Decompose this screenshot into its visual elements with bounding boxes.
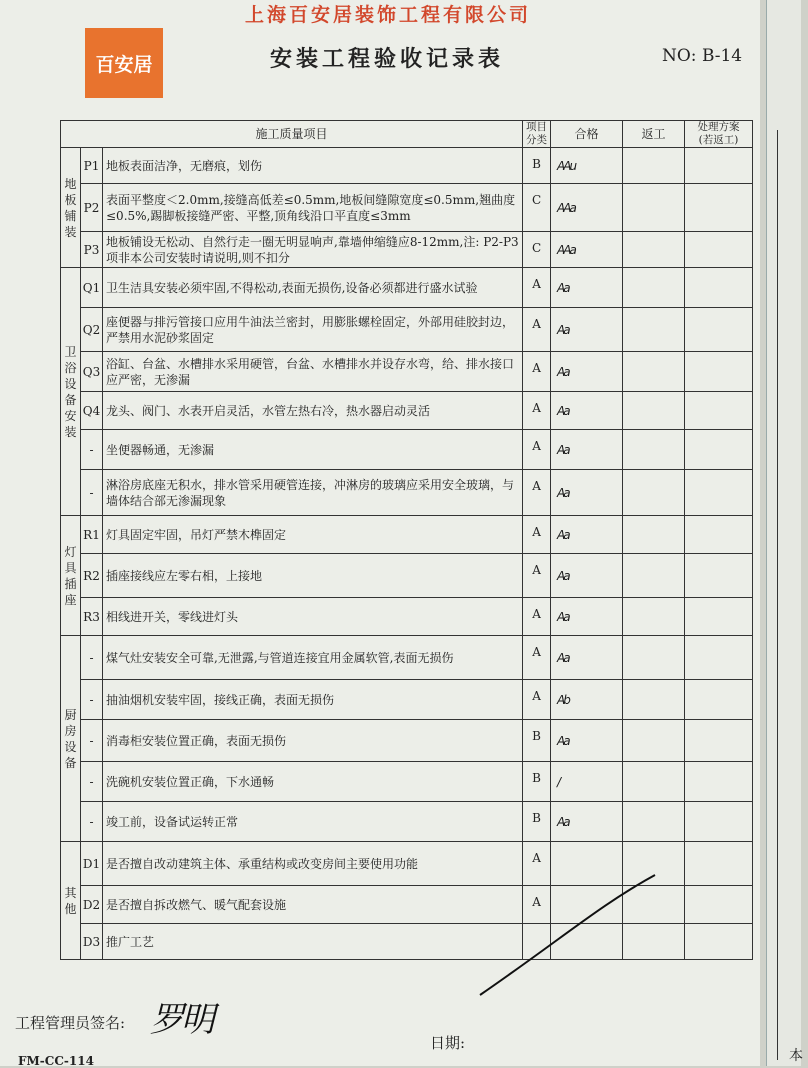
- item-classification: A: [523, 842, 551, 886]
- rework-cell: [623, 842, 685, 886]
- table-row: [61, 842, 753, 886]
- item-classification: A: [523, 308, 551, 352]
- item-code: P2: [81, 184, 103, 232]
- treatment-cell: [685, 352, 753, 392]
- item-classification: A: [523, 680, 551, 720]
- item-text: 竣工前，设备试运转正常: [103, 802, 523, 842]
- pass-signature: [551, 886, 623, 924]
- section-label: 灯 具 插 座: [61, 516, 81, 636]
- treatment-cell: [685, 232, 753, 268]
- item-text: 相线进开关，零线进灯头: [103, 598, 523, 636]
- item-text: 表面平整度＜2.0mm,接缝高低差≤0.5mm,地板间缝隙宽度≤0.5mm,翘曲度≤0.5%,踢脚板接缝严密、平整,顶角线沿口平直度≤3mm: [103, 184, 523, 232]
- item-text: 座便器与排污管接口应用牛油法兰密封，用膨胀螺栓固定，外部用硅胶封边，严禁用水泥砂浆固定: [103, 308, 523, 352]
- table-row: [61, 802, 753, 842]
- item-classification: A: [523, 352, 551, 392]
- header-item: 施工质量项目: [61, 121, 523, 148]
- rework-cell: [623, 720, 685, 762]
- item-classification: A: [523, 470, 551, 516]
- rework-cell: [623, 802, 685, 842]
- treatment-cell: [685, 470, 753, 516]
- form-title: 安装工程验收记录表: [270, 46, 505, 72]
- item-code: -: [81, 720, 103, 762]
- item-code: P3: [81, 232, 103, 268]
- header-classification: 项目 分类: [523, 121, 551, 148]
- treatment-cell: [685, 392, 753, 430]
- treatment-cell: [685, 554, 753, 598]
- form-code: FM-CC-114: [18, 1054, 94, 1068]
- rework-cell: [623, 470, 685, 516]
- item-classification: A: [523, 516, 551, 554]
- pass-signature: /: [551, 762, 623, 802]
- item-code: Q1: [81, 268, 103, 308]
- item-text: 洗碗机安装位置正确，下水通畅: [103, 762, 523, 802]
- section-label: 地 板 铺 装: [61, 148, 81, 268]
- rework-cell: [623, 924, 685, 960]
- treatment-cell: [685, 148, 753, 184]
- inspection-table: [60, 120, 753, 960]
- adjacent-page-border: [777, 130, 808, 1060]
- adjacent-page-char: 本: [789, 1048, 803, 1064]
- rework-cell: [623, 232, 685, 268]
- item-text: 地板铺设无松动、自然行走一圈无明显响声,靠墙伸缩缝应8-12mm,注: P2-P3项非本公司安装时请说明,则不扣分: [103, 232, 523, 268]
- company-name: 上海百安居装饰工程有限公司: [245, 4, 532, 26]
- rework-cell: [623, 392, 685, 430]
- item-classification: B: [523, 762, 551, 802]
- treatment-cell: [685, 680, 753, 720]
- header-row: [61, 121, 753, 148]
- rework-cell: [623, 762, 685, 802]
- rework-cell: [623, 554, 685, 598]
- table-row: [61, 516, 753, 554]
- item-text: 淋浴房底座无积水，排水管采用硬管连接，冲淋房的玻璃应采用安全玻璃，与墙体结合部无渗漏现象: [103, 470, 523, 516]
- manager-signature: 罗明: [150, 1000, 212, 1040]
- pass-signature: AAu: [551, 148, 623, 184]
- pass-signature: Aa: [551, 430, 623, 470]
- adjacent-page: [766, 0, 801, 1066]
- item-code: -: [81, 680, 103, 720]
- pass-signature: Aa: [551, 392, 623, 430]
- table-row: [61, 762, 753, 802]
- header-treatment: 处理方案 (若返工): [685, 121, 753, 148]
- pass-signature: Aa: [551, 470, 623, 516]
- item-code: D1: [81, 842, 103, 886]
- rework-cell: [623, 184, 685, 232]
- item-classification: A: [523, 636, 551, 680]
- item-classification: A: [523, 430, 551, 470]
- item-code: D3: [81, 924, 103, 960]
- item-classification: A: [523, 392, 551, 430]
- rework-cell: [623, 680, 685, 720]
- item-classification: [523, 924, 551, 960]
- item-classification: C: [523, 184, 551, 232]
- item-code: R2: [81, 554, 103, 598]
- pass-signature: [551, 842, 623, 886]
- treatment-cell: [685, 762, 753, 802]
- item-classification: B: [523, 802, 551, 842]
- item-code: D2: [81, 886, 103, 924]
- item-text: 推广工艺: [103, 924, 523, 960]
- rework-cell: [623, 598, 685, 636]
- item-text: 插座接线应左零右相，上接地: [103, 554, 523, 598]
- logo-text: 百安居: [95, 53, 153, 76]
- rework-cell: [623, 352, 685, 392]
- section-label: 卫 浴 设 备 安 装: [61, 268, 81, 516]
- rework-cell: [623, 268, 685, 308]
- table-row: [61, 924, 753, 960]
- treatment-cell: [685, 308, 753, 352]
- item-classification: B: [523, 148, 551, 184]
- rework-cell: [623, 430, 685, 470]
- item-text: 卫生洁具安装必须牢固,不得松动,表面无损伤,设备必须都进行盛水试验: [103, 268, 523, 308]
- item-code: R1: [81, 516, 103, 554]
- treatment-cell: [685, 598, 753, 636]
- treatment-cell: [685, 184, 753, 232]
- treatment-cell: [685, 268, 753, 308]
- pass-signature: Aa: [551, 516, 623, 554]
- rework-cell: [623, 516, 685, 554]
- pass-signature: [551, 924, 623, 960]
- table-row: [61, 184, 753, 232]
- section-label: 厨 房 设 备: [61, 636, 81, 842]
- item-code: P1: [81, 148, 103, 184]
- pass-signature: Aa: [551, 598, 623, 636]
- item-text: 地板表面洁净，无磨痕，划伤: [103, 148, 523, 184]
- rework-cell: [623, 308, 685, 352]
- item-text: 龙头、阀门、水表开启灵活，水管左热右冷，热水器启动灵活: [103, 392, 523, 430]
- item-code: -: [81, 430, 103, 470]
- treatment-cell: [685, 924, 753, 960]
- table-row: [61, 232, 753, 268]
- item-classification: A: [523, 268, 551, 308]
- table-row: [61, 554, 753, 598]
- item-text: 灯具固定牢固，吊灯严禁木榫固定: [103, 516, 523, 554]
- item-code: Q3: [81, 352, 103, 392]
- pass-signature: Aa: [551, 352, 623, 392]
- item-classification: B: [523, 720, 551, 762]
- table-row: [61, 268, 753, 308]
- pass-signature: AAa: [551, 232, 623, 268]
- header-pass: 合格: [551, 121, 623, 148]
- table-row: [61, 680, 753, 720]
- table-row: [61, 308, 753, 352]
- table-row: [61, 636, 753, 680]
- pass-signature: Aa: [551, 268, 623, 308]
- item-code: Q4: [81, 392, 103, 430]
- item-text: 消毒柜安装位置正确，表面无损伤: [103, 720, 523, 762]
- item-code: Q2: [81, 308, 103, 352]
- pass-signature: Aa: [551, 720, 623, 762]
- item-text: 坐便器畅通，无渗漏: [103, 430, 523, 470]
- pass-signature: Aa: [551, 554, 623, 598]
- item-classification: A: [523, 886, 551, 924]
- manager-signature-label: 工程管理员签名:: [15, 1014, 126, 1032]
- table-row: [61, 598, 753, 636]
- item-classification: C: [523, 232, 551, 268]
- date-label: 日期:: [430, 1034, 466, 1052]
- item-text: 煤气灶安装安全可靠,无泄露,与管道连接宜用金属软管,表面无损伤: [103, 636, 523, 680]
- item-text: 抽油烟机安装牢固，接线正确，表面无损伤: [103, 680, 523, 720]
- treatment-cell: [685, 430, 753, 470]
- treatment-cell: [685, 802, 753, 842]
- table-row: [61, 148, 753, 184]
- item-code: -: [81, 636, 103, 680]
- item-classification: A: [523, 598, 551, 636]
- pass-signature: Aa: [551, 802, 623, 842]
- form-number: NO: B-14: [662, 46, 743, 66]
- treatment-cell: [685, 720, 753, 762]
- item-code: R3: [81, 598, 103, 636]
- company-logo: [85, 28, 163, 98]
- treatment-cell: [685, 516, 753, 554]
- rework-cell: [623, 636, 685, 680]
- item-code: -: [81, 762, 103, 802]
- table-row: [61, 886, 753, 924]
- table-row: [61, 430, 753, 470]
- table-row: [61, 470, 753, 516]
- pass-signature: Aa: [551, 636, 623, 680]
- item-text: 是否擅自拆改燃气、暖气配套设施: [103, 886, 523, 924]
- item-classification: A: [523, 554, 551, 598]
- item-text: 是否擅自改动建筑主体、承重结构或改变房间主要使用功能: [103, 842, 523, 886]
- item-text: 浴缸、台盆、水槽排水采用硬管，台盆、水槽排水并设存水弯，给、排水接口应严密，无渗漏: [103, 352, 523, 392]
- pass-signature: Ab: [551, 680, 623, 720]
- header-rework: 返工: [623, 121, 685, 148]
- pass-signature: AAa: [551, 184, 623, 232]
- table-row: [61, 352, 753, 392]
- treatment-cell: [685, 636, 753, 680]
- rework-cell: [623, 148, 685, 184]
- rework-cell: [623, 886, 685, 924]
- item-code: -: [81, 802, 103, 842]
- section-label: 其 他: [61, 842, 81, 960]
- table-row: [61, 392, 753, 430]
- item-code: -: [81, 470, 103, 516]
- table-row: [61, 720, 753, 762]
- treatment-cell: [685, 842, 753, 886]
- treatment-cell: [685, 886, 753, 924]
- pass-signature: Aa: [551, 308, 623, 352]
